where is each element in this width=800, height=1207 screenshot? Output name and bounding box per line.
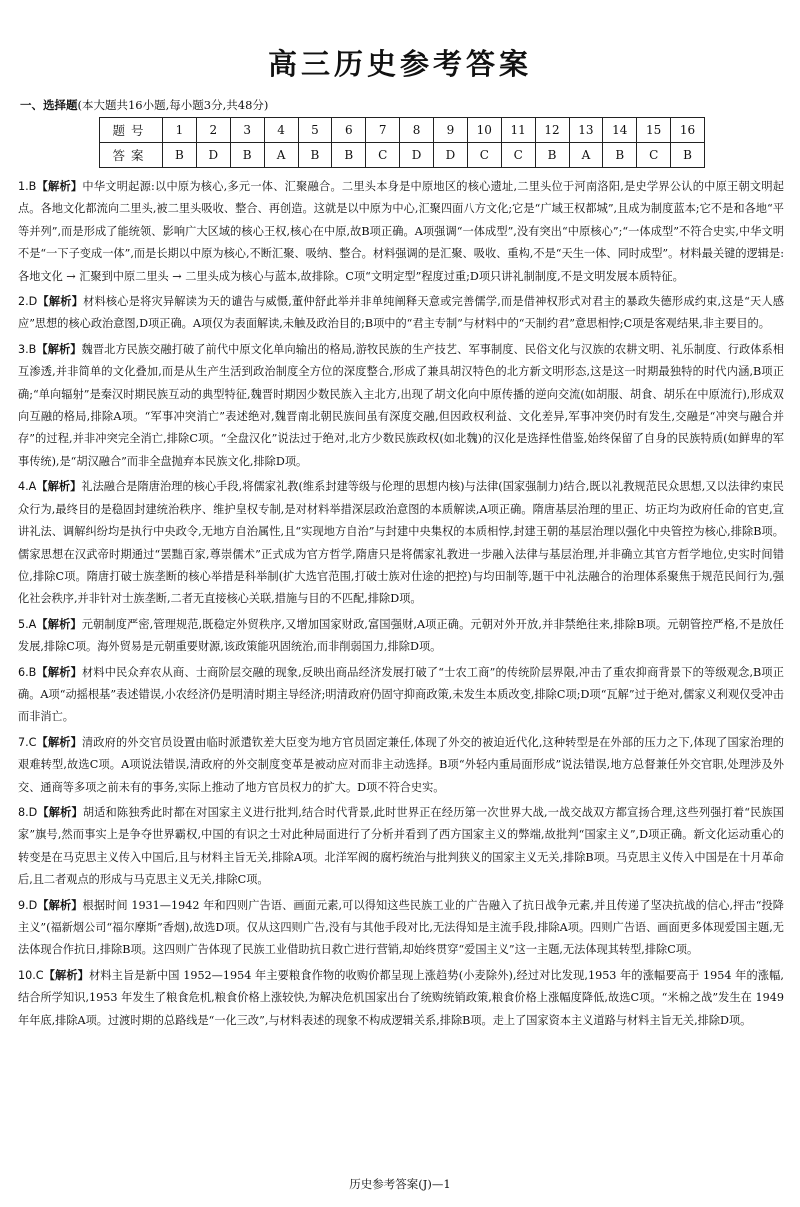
question-number-cell: 13 — [569, 118, 603, 143]
section-label: 一、选择题 — [20, 98, 78, 112]
question-number-cell: 15 — [637, 118, 671, 143]
explanation-item — [18, 662, 784, 729]
page-footer: 历史参考答案(J)—1 — [349, 1177, 451, 1191]
answer-cell: B — [535, 143, 569, 168]
answer-cell: C — [501, 143, 535, 168]
explanation-text: 元朝制度严密,管理规范,既稳定外贸秩序,又增加国家财政,富国强财,A项正确。元朝对外开放,并非禁绝往来,排除B项。元朝管控严格,不是放任发展,排除C项。海外贸易是元朝重要财源,该政策能巩固统治,而非削弱国力,排除D项。 — [18, 617, 784, 654]
question-number-cell: 5 — [298, 118, 332, 143]
item-number: 9.D — [18, 898, 38, 912]
analysis-tag: 【解析】 — [36, 180, 83, 193]
analysis-tag: 【解析】 — [36, 617, 82, 631]
explanation-text: 材料核心是将灾异解读为天的谴告与威慑,董仲舒此举并非单纯阐释天意或完善儒学,而是借神权形式对君主的暴政失德形成约束,这是“天人感应”思想的核心政治意图,D项正确。A项仅为表面解读,未触及政治目的;B项中的“君主专制”与材料中的“天制约君”意思相悖;C项是客观结果,非主要目的。 — [18, 295, 784, 331]
explanation-text: 胡适和陈独秀此时都在对国家主义进行批判,结合时代背景,此时世界正在经历第一次世界大战,一战交战双方都宣扬合理,这些列强打着“民族国家”旗号,然而事实上是争夺世界霸权,中国的有识之士对此种局面进行了分析并看到了西方国家主义的弊端,故批判“国家主义”,D项正确。新文化运动重心的转变是在马克思主义传入中国后,且与材料主旨无关,排除A项。北洋军阀的腐朽统治与批判狭义的国家主义无关,排除B项。马克思主义传入中国是在十月革命后,且二者观点的形成与马克思主义无关,排除C项。 — [18, 805, 784, 887]
answer-cell: B — [671, 143, 705, 168]
explanation-text: 魏晋北方民族交融打破了前代中原文化单向输出的格局,游牧民族的生产技艺、军事制度、民俗文化与汉族的农耕文明、礼乐制度、行政体系相互渗透,并非简单的文化叠加,而是从生产生活到政治制度全方位的深度整合,形成了兼具胡汉特色的北方新文明形态,这是这一时期最独特的时代内涵,B项正确;“单向辐射”是秦汉时期民族互动的典型特征,魏晋时期因少数民族入主北方,出现了胡文化向中原传播的逆向交流(如胡服、胡食、胡乐在中原流行),形成双向互融的格局,排除A项。“军事冲突消亡”表述绝对,魏晋南北朝民族间虽有深度交融,但因政权利益、文化差异,军事冲突仍时有发生,交融是“冲突与融合并存”的过程,并非冲突完全消亡,排除C项。“全盘汉化”说法过于绝对,北方少数民族政权(如北魏)的汉化是选择性借鉴,始终保留了自身的民族特质(如鲜卑的军事传统),是“胡汉融合”而非全盘抛弃本民族文化,排除D项。 — [18, 342, 784, 468]
answer-header: 答案 — [100, 143, 163, 168]
explanation-item — [18, 176, 784, 288]
answer-row — [100, 143, 705, 168]
explanations — [18, 176, 784, 1035]
item-number: 6.B — [18, 665, 37, 679]
explanation-item — [18, 291, 784, 336]
analysis-tag: 【解析】 — [37, 295, 84, 309]
explanation-text: 礼法融合是隋唐治理的核心手段,将儒家礼教(维系封建等级与伦理的思想内核)与法律(国家强制力)结合,既以礼教规范民众思想,又以法律约束民众行为,最终目的是稳固封建统治秩序、维护皇权专制,是对材料举措深层政治意图的本质解读,A项正确。隋唐基层治理的里正、坊正均为政府任命的官吏,宣讲礼法、调解纠纷均是执行中央政令,无地方自治属性,且“实现地方自治”与封建中央集权的本质相悖,封建王朝的基层治理以强化中央管控为核心,排除B项。儒家思想在汉武帝时期通过“罢黜百家,尊崇儒术”正式成为官方哲学,隋唐只是将儒家礼教进一步融入法律与基层治理,并非确立其官方哲学地位,史实时间错位,排除C项。隋唐打破士族垄断的核心举措是科举制(扩大选官范围,打破士族对仕途的把控)与均田制等,题干中礼法融合的治理体系聚焦于规范民间行为,强化社会秩序,并非针对士族垄断,二者无直接核心关联,措施与目的不匹配,排除D项。 — [18, 480, 784, 606]
page-title: 高三历史参考答案 — [267, 47, 532, 81]
question-number-cell: 12 — [535, 118, 569, 143]
question-number-cell: 2 — [196, 118, 230, 143]
explanation-item — [18, 339, 784, 473]
explanation-item — [18, 802, 784, 892]
question-number-cell: 4 — [264, 118, 298, 143]
explanation-text: 清政府的外交官员设置由临时派遣钦差大臣变为地方官员固定兼任,体现了外交的被迫近代化,这种转型是在外部的压力之下,体现了国家治理的艰难转型,故选C项。A项说法错误,清政府的外交制度变革是被动应对而非主动选择。B项“外轻内重局面形成”说法错误,地方总督兼任外交官职,处理涉及外交、通商等多项之前未有的事务,实际上推动了地方官员权力的扩大。D项不符合史实。 — [18, 735, 784, 794]
question-number-cell: 6 — [332, 118, 366, 143]
explanation-item — [18, 732, 784, 799]
answer-table — [99, 117, 705, 168]
analysis-tag: 【解析】 — [37, 898, 83, 912]
answer-cell: B — [298, 143, 332, 168]
answer-cell: B — [603, 143, 637, 168]
explanation-text: 材料中民众弃农从商、士商阶层交融的现象,反映出商品经济发展打破了“士农工商”的传统阶层界限,冲击了重农抑商背景下的等级观念,B项正确。A项“动摇根基”表述错误,小农经济仍是明清时期主导经济;明清政府仍固守抑商政策,未发生本质改变,排除C项;D项“瓦解”过于绝对,儒家义利观仅受冲击而非消亡。 — [18, 665, 784, 724]
analysis-tag: 【解析】 — [36, 735, 82, 749]
explanation-item — [18, 965, 784, 1032]
answer-cell: D — [434, 143, 468, 168]
question-number-cell: 10 — [467, 118, 501, 143]
question-number-row — [100, 118, 705, 143]
item-number: 10.C — [18, 968, 44, 982]
question-number-cell: 1 — [163, 118, 197, 143]
analysis-tag: 【解析】 — [36, 480, 82, 494]
question-number-cell: 9 — [434, 118, 468, 143]
item-number: 8.D — [18, 805, 38, 819]
item-number: 2.D — [18, 295, 38, 309]
item-number: 1.B — [18, 180, 37, 193]
item-number: 4.A — [18, 480, 37, 494]
explanation-item — [18, 895, 784, 962]
question-number-cell: 14 — [603, 118, 637, 143]
explanation-text: 材料主旨是新中国 1952—1954 年主要粮食作物的收购价都呈现上涨趋势(小麦除外),经过对比发现,1953 年的涨幅要高于 1954 年的涨幅,结合所学知识,1953 年发生了粮食危机,粮食价格上涨较快,为解决危机国家出台了统购统销政策,粮食价格上涨幅度降低,故选C项。“米棉之战”发生在 1949 年年底,排除A项。过渡时期的总路线是“一化三改”,与材料表述的现象不构成逻辑关系,排除B项。走上了国家资本主义道路与材料主旨无关,排除D项。 — [18, 968, 784, 1027]
explanation-item — [18, 476, 784, 610]
item-number: 5.A — [18, 617, 37, 631]
explanation-text: 根据时间 1931—1942 年和四则广告语、画面元素,可以得知这些民族工业的广告融入了抗日战争元素,并且传递了坚决抗战的信心,抨击“投降主义”(福新烟公司“福尔摩斯”香烟),故选D项。仅从这四则广告,没有与其他手段对比,无法得知是主流手段,排除A项。四则广告语、画面更多体现爱国主题,无法体现合作抗日,排除B项。这四则广告体现了民族工业借助抗日救亡进行营销,却始终贯穿“爱国主义”这一主题,无法体现其转型,排除C项。 — [18, 898, 784, 957]
section-note: (本大题共16小题,每小题3分,共48分) — [77, 98, 269, 112]
question-number-cell: 16 — [671, 118, 705, 143]
question-number-header: 题号 — [100, 118, 163, 143]
analysis-tag: 【解析】 — [36, 342, 82, 356]
answer-cell: B — [332, 143, 366, 168]
answer-cell: A — [569, 143, 603, 168]
question-number-cell: 8 — [400, 118, 434, 143]
answer-cell: B — [163, 143, 197, 168]
question-number-cell: 3 — [230, 118, 264, 143]
question-number-cell: 11 — [501, 118, 535, 143]
question-number-cell: 7 — [366, 118, 400, 143]
answer-cell: B — [230, 143, 264, 168]
answer-cell: C — [637, 143, 671, 168]
item-number: 7.C — [18, 735, 37, 749]
analysis-tag: 【解析】 — [37, 805, 83, 819]
section-heading — [20, 97, 268, 113]
answer-cell: D — [400, 143, 434, 168]
answer-cell: C — [366, 143, 400, 168]
explanation-item — [18, 614, 784, 659]
answer-cell: C — [467, 143, 501, 168]
item-number: 3.B — [18, 342, 37, 356]
analysis-tag: 【解析】 — [36, 665, 83, 679]
explanation-text: 中华文明起源:以中原为核心,多元一体、汇聚融合。二里头本身是中原地区的核心遗址,二里头位于河南洛阳,是史学界公认的中原王朝文明起点。各地文化都流向二里头,被二里头吸收、整合、再创造。这就是以中原为中心,汇聚四面八方文化;它是“广域王权都城”,且成为制度蓝本;它不是和各地“平等并列”,而是形成了能统领、影响广大区域的核心王权,核心在中原,故B项正确。A项强调“一体成型”,没有突出“中原核心”;“一体成型”不符合史实,中华文明不是“一下子变成一体”,而是长期以中原为核心,不断汇聚、吸纳、整合。材料强调的是汇聚、吸收、重构,不是“天生一体、同时成型”。材料最关键的逻辑是:各地文化 → 汇聚到中原二里头 → 二里头成为核心与蓝本,故排除。C项“文明定型”程度过重;D项只讲礼制制度,不是文明发展本质特征。 — [18, 180, 784, 283]
analysis-tag: 【解析】 — [43, 968, 89, 982]
answer-cell: A — [264, 143, 298, 168]
answer-cell: D — [196, 143, 230, 168]
